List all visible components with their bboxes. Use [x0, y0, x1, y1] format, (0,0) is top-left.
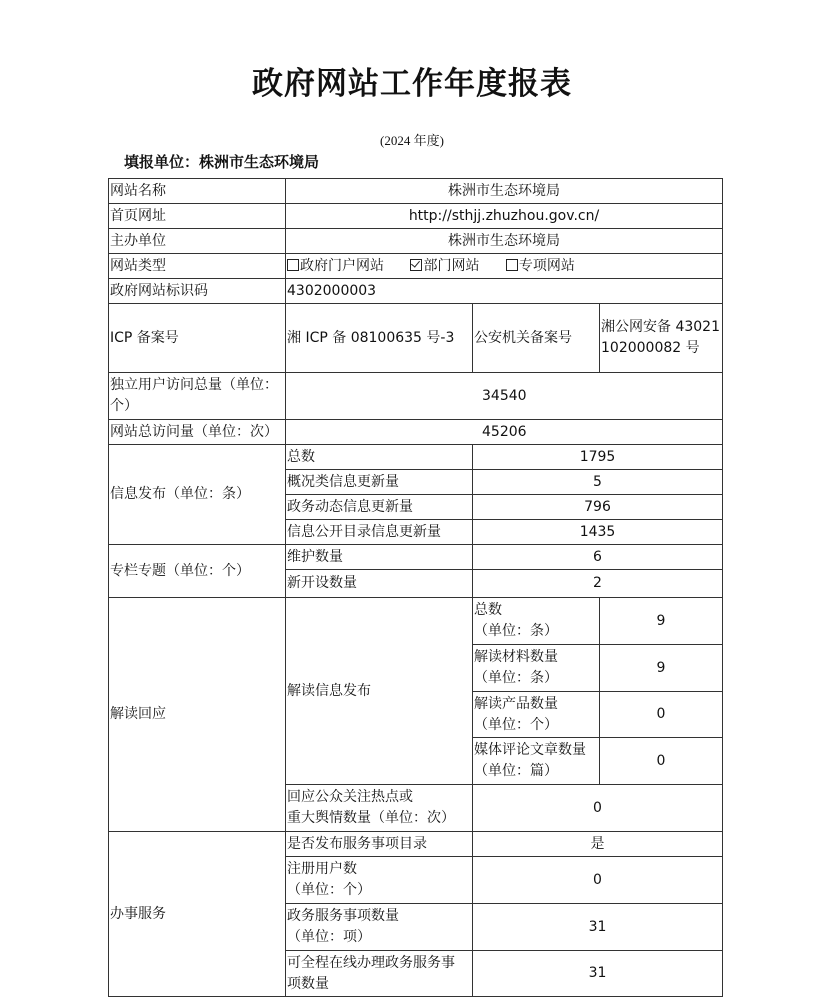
info-release-item-label: 概况类信息更新量	[286, 470, 473, 495]
interpretation-item-value: 9	[600, 598, 723, 645]
columns-item-label: 新开设数量	[286, 570, 473, 598]
total-visits-label: 网站总访问量（单位：次）	[109, 420, 286, 445]
table-row	[109, 445, 723, 470]
services-item-value: 0	[473, 857, 723, 904]
interpretation-label: 解读回应	[109, 598, 286, 832]
item-name: 解读材料数量	[474, 649, 558, 665]
option-label: 专项网站	[518, 257, 575, 274]
page-title: 政府网站工作年度报表	[252, 66, 572, 102]
total-visits-value: 45206	[286, 420, 723, 445]
services-item-label	[286, 951, 473, 997]
site-id-label: 政府网站标识码	[109, 279, 286, 304]
checkbox-icon[interactable]	[506, 259, 518, 271]
info-release-item-value: 796	[473, 495, 723, 520]
response-label-line: 回应公众关注热点或	[287, 789, 413, 805]
item-name: 政务服务事项数量	[287, 908, 399, 924]
services-label: 办事服务	[109, 832, 286, 997]
info-release-label: 信息发布（单位：条）	[109, 445, 286, 545]
columns-item-value: 6	[473, 545, 723, 570]
unique-visitors-label: 独立用户访问总量（单位：个）	[109, 373, 286, 420]
site-type-option-portal[interactable]	[287, 258, 384, 274]
table-row	[109, 279, 723, 304]
item-name: 解读产品数量	[474, 695, 558, 712]
services-item-value: 31	[473, 904, 723, 951]
icp-label: ICP 备案号	[109, 304, 286, 373]
site-type-label: 网站类型	[109, 254, 286, 279]
interpretation-item-label	[473, 645, 600, 692]
table-row	[109, 304, 723, 373]
option-label: 部门网站	[423, 257, 480, 274]
item-unit: （单位：条）	[474, 670, 558, 686]
info-release-item-label: 政务动态信息更新量	[286, 495, 473, 520]
services-item-value: 31	[473, 951, 723, 997]
table-row	[109, 832, 723, 857]
interpretation-item-label	[473, 598, 600, 645]
table-row	[109, 229, 723, 254]
police-record-label: 公安机关备案号	[473, 304, 600, 373]
services-item-label	[286, 904, 473, 951]
report-table	[108, 178, 723, 997]
info-release-item-label: 信息公开目录信息更新量	[286, 520, 473, 545]
item-unit: （单位：个）	[474, 716, 558, 733]
response-label	[286, 785, 473, 832]
item-unit: （单位：项）	[287, 929, 371, 945]
table-row	[109, 254, 723, 279]
table-row	[109, 598, 723, 645]
site-id-value: 4302000003	[286, 279, 723, 304]
interpretation-item-value: 9	[600, 645, 723, 692]
homepage-label: 首页网址	[109, 204, 286, 229]
option-label: 政府门户网站	[300, 257, 384, 274]
info-release-item-value: 1435	[473, 520, 723, 545]
interpretation-sub-label: 解读信息发布	[286, 598, 473, 785]
table-row	[109, 179, 723, 204]
response-label-line: 重大舆情数量（单位：次）	[287, 810, 455, 826]
info-release-item-value: 1795	[473, 445, 723, 470]
item-unit: （单位：条）	[474, 623, 558, 639]
report-year: (2024 年度)	[380, 133, 444, 148]
services-item-label	[286, 857, 473, 904]
item-unit: （单位：个）	[287, 882, 371, 898]
item-unit: 项数量	[287, 975, 329, 992]
icp-value: 湘 ICP 备 08100635 号-3	[286, 304, 473, 373]
site-type-option-department[interactable]	[410, 258, 479, 274]
item-name: 媒体评论文章数量	[474, 742, 586, 758]
site-name-label: 网站名称	[109, 179, 286, 204]
unique-visitors-value: 34540	[286, 373, 723, 420]
site-type-option-special[interactable]	[506, 258, 575, 274]
interpretation-item-value: 0	[600, 738, 723, 785]
item-name: 注册用户数	[287, 861, 357, 877]
checkbox-icon[interactable]	[287, 259, 299, 271]
columns-item-value: 2	[473, 570, 723, 598]
table-row	[109, 204, 723, 229]
item-name: 总数	[474, 602, 502, 618]
table-row	[109, 420, 723, 445]
reporting-unit: 填报单位：株洲市生态环境局	[124, 153, 320, 171]
sponsor-value: 株洲市生态环境局	[286, 229, 723, 254]
table-row	[109, 545, 723, 570]
info-release-item-label: 总数	[286, 445, 473, 470]
checkbox-checked-icon[interactable]	[410, 259, 422, 271]
table-row	[109, 373, 723, 420]
services-item-label: 是否发布服务事项目录	[286, 832, 473, 857]
sponsor-label: 主办单位	[109, 229, 286, 254]
homepage-value: http://sthjj.zhuzhou.gov.cn/	[286, 204, 723, 229]
item-unit: （单位：篇）	[474, 763, 558, 779]
site-name-value: 株洲市生态环境局	[286, 179, 723, 204]
columns-item-label: 维护数量	[286, 545, 473, 570]
interpretation-item-value: 0	[600, 692, 723, 738]
police-record-value: 湘公网安备 43021102000082 号	[600, 304, 723, 373]
interpretation-item-label	[473, 692, 600, 738]
services-item-value: 是	[473, 832, 723, 857]
columns-label: 专栏专题（单位：个）	[109, 545, 286, 598]
site-type-options	[286, 254, 723, 279]
interpretation-item-label	[473, 738, 600, 785]
info-release-item-value: 5	[473, 470, 723, 495]
item-name: 可全程在线办理政务服务事	[287, 954, 455, 971]
response-value: 0	[473, 785, 723, 832]
